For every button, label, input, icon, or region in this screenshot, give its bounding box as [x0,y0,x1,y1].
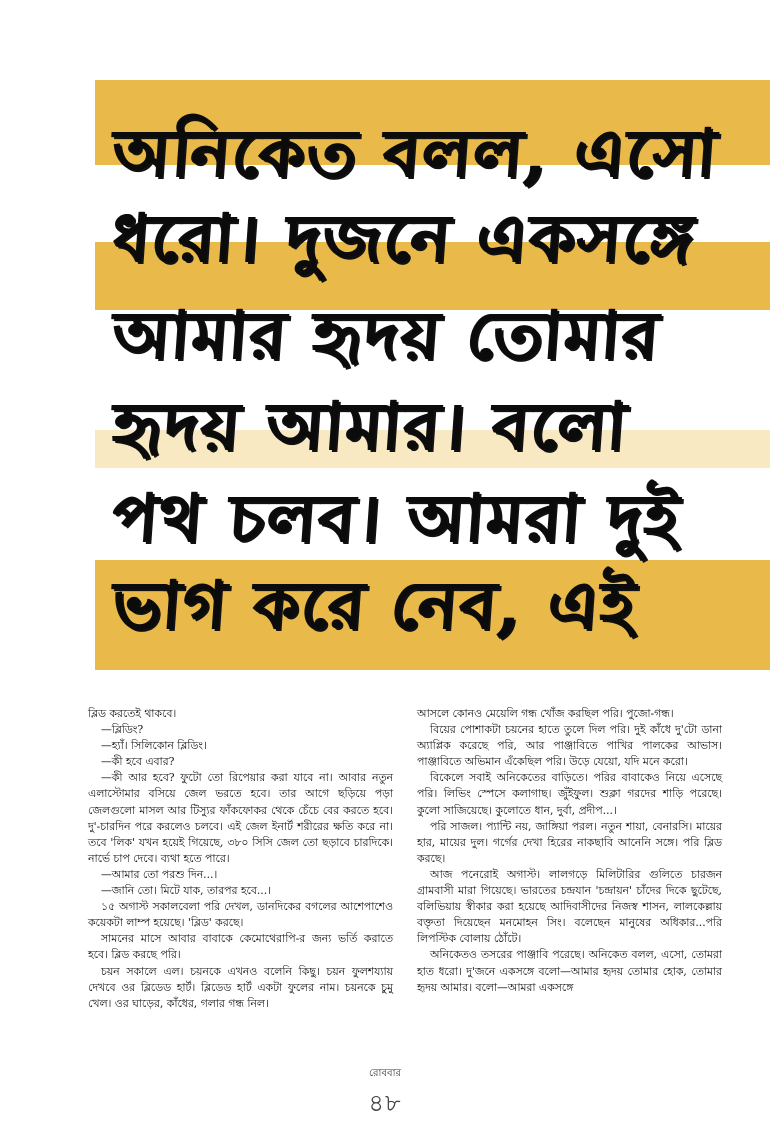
dialogue-line: —কী হবে এবার? [101,755,175,769]
paragraph: আসলে কোনও মেয়েলি গন্ধ খোঁজ করছিল পরি। পুজো-গন্ধ। [417,707,674,720]
paragraph: পরি সাজল। প্যান্টি নয়, জাঙ্গিয়া পরল। নতুন শায়া, বেনারসি। মায়ের হার, মায়ের দুল। গর্গের দেখা হিরের নাকছাবি আনেনি সঙ্গে। পরি ব্লিড করছে। [417,819,722,865]
paragraph: বিয়ের পোশাকটা চয়নের হাতে তুলে দিল পরি। দুই কাঁধে দু'টো ডানা অ্যাপ্লিক করেছে পরি, আর পাঞ্জাবিতে পাখির পালকের আভাস। পাঞ্জাবিতে অভিমান এঁকেছিল পরি। উড়ে যেয়ো, যদি মনে করো। [417,723,722,769]
paragraph: আজ পনেরোই অগাস্ট। লালগড়ে মিলিটারির গুলিতে চারজন গ্রামবাসী মারা গিয়েছে। ভারতের চন্দ্রযান 'চন্দ্রায়ন' চাঁদের দিকে ছুটেছে, বলিভিয়ায় স্বীকার করা হয়েছে আদিবাসীদের নিজস্ব শাসন, লালকেল্লায় বক্তৃতা দিয়েছেন মনমোহন সিং। বলেছেন মানুষের অধিকার...পরি লিপস্টিক বোলায় ঠোঁটে। [417,867,722,946]
left-text-column [88,706,393,1012]
dialogue-line: —আমার তো পরশু দিন...। [101,867,218,881]
right-text-column [417,706,722,996]
dialogue-line: —হ্যাঁ। সিলিকোন ব্লিডিং। [101,739,207,753]
paragraph: সামনের মাসে আবার বাবাকে কেমোথেরাপি-র জন্য ভর্তি করাতে হবে। ব্লিড করছে পরি। [88,932,393,962]
magazine-name: রোববার [369,1068,401,1079]
dialogue-line: —কী আর হবে? ফুটো তো রিপেয়ার করা যাবে না। আবার নতুন এলাস্টোমার বসিয়ে জেল ভরতে হবে। তার আগে ছড়িয়ে পড়া জেলগুলো মাসল আর টিস্যুর ফাঁকফোকর থেকে চেঁচে বের করতে হবে। দু'-চারদিন পরে করলেও চলবে। এই জেল ইনার্ট শরীরের ক্ষতি করে না। তবে 'লিক' যখন হয়েই গিয়েছে, ৩৮০ সিসি জেল তো ছড়াবে চারদিকে। নার্ভে চাপ দেবে। ব্যথা হতে পারে। [88,771,393,865]
paragraph: চয়ন সকালে এল। চয়নকে এখনও বলেনি কিছু। চয়ন ফুলশয্যায় দেখবে ওর ব্লিডেড হার্ট। ব্লিডেড হার্ট একটা ফুলের নাম। চয়নকে চুমু খেল। ওর ঘাড়ের, কাঁধের, গলার গন্ধ নিল। [88,964,393,1010]
calligraphy-line: হৃদয় আমার। বলো [110,387,631,465]
page-number: ৪৮ [368,1089,402,1117]
paragraph: বিকেলে সবাই অনিকেতের বাড়িতে। পরির বাবাকেও নিয়ে এসেছে পরি। লিভিং স্পেসে কলাগাছ। জুঁইফুল। শুক্লা গরদের শাড়ি পরেছে। কুলো সাজিয়েছে। কুলোতে ধান, দুর্বা, প্রদীপ...। [417,771,722,817]
paragraph: ১৫ অগাস্ট সকালবেলা পরি দেখল, ডানদিকের বগলের আশেপাশেও কয়েকটা লাম্প হয়েছে। 'ব্লিড' করছে। [88,900,393,930]
paragraph: অনিকেতও তসরের পাঞ্জাবি পরেছে। অনিকেত বলল, এসো, তোমরা হাত ধরো। দু'জনে একসঙ্গে বলো—আমার হৃদয় তোমার হোক, তোমার হৃদয় আমার। বলো—আমরা একসঙ্গে [417,948,722,994]
calligraphy-artwork [95,80,770,670]
paragraph: ব্লিড করতেই থাকবে। [88,707,177,720]
calligraphy-line: পথ চলব। আমরা দুই [110,479,684,557]
page-footer [0,1066,770,1125]
calligraphy-line: ভাগ করে নেব, এই [110,566,640,644]
calligraphy-line: ধরো। দুজনে একসঙ্গে [110,199,699,277]
calligraphy-line: আমার হৃদয় তোমার [110,296,664,374]
calligraphy-line: অনিকেত বলল, এসো [110,114,721,192]
dialogue-line: —জানি তো। মিটে যাক, তারপর হবে...। [101,884,272,898]
dialogue-line: —ব্লিডিং? [101,723,144,737]
